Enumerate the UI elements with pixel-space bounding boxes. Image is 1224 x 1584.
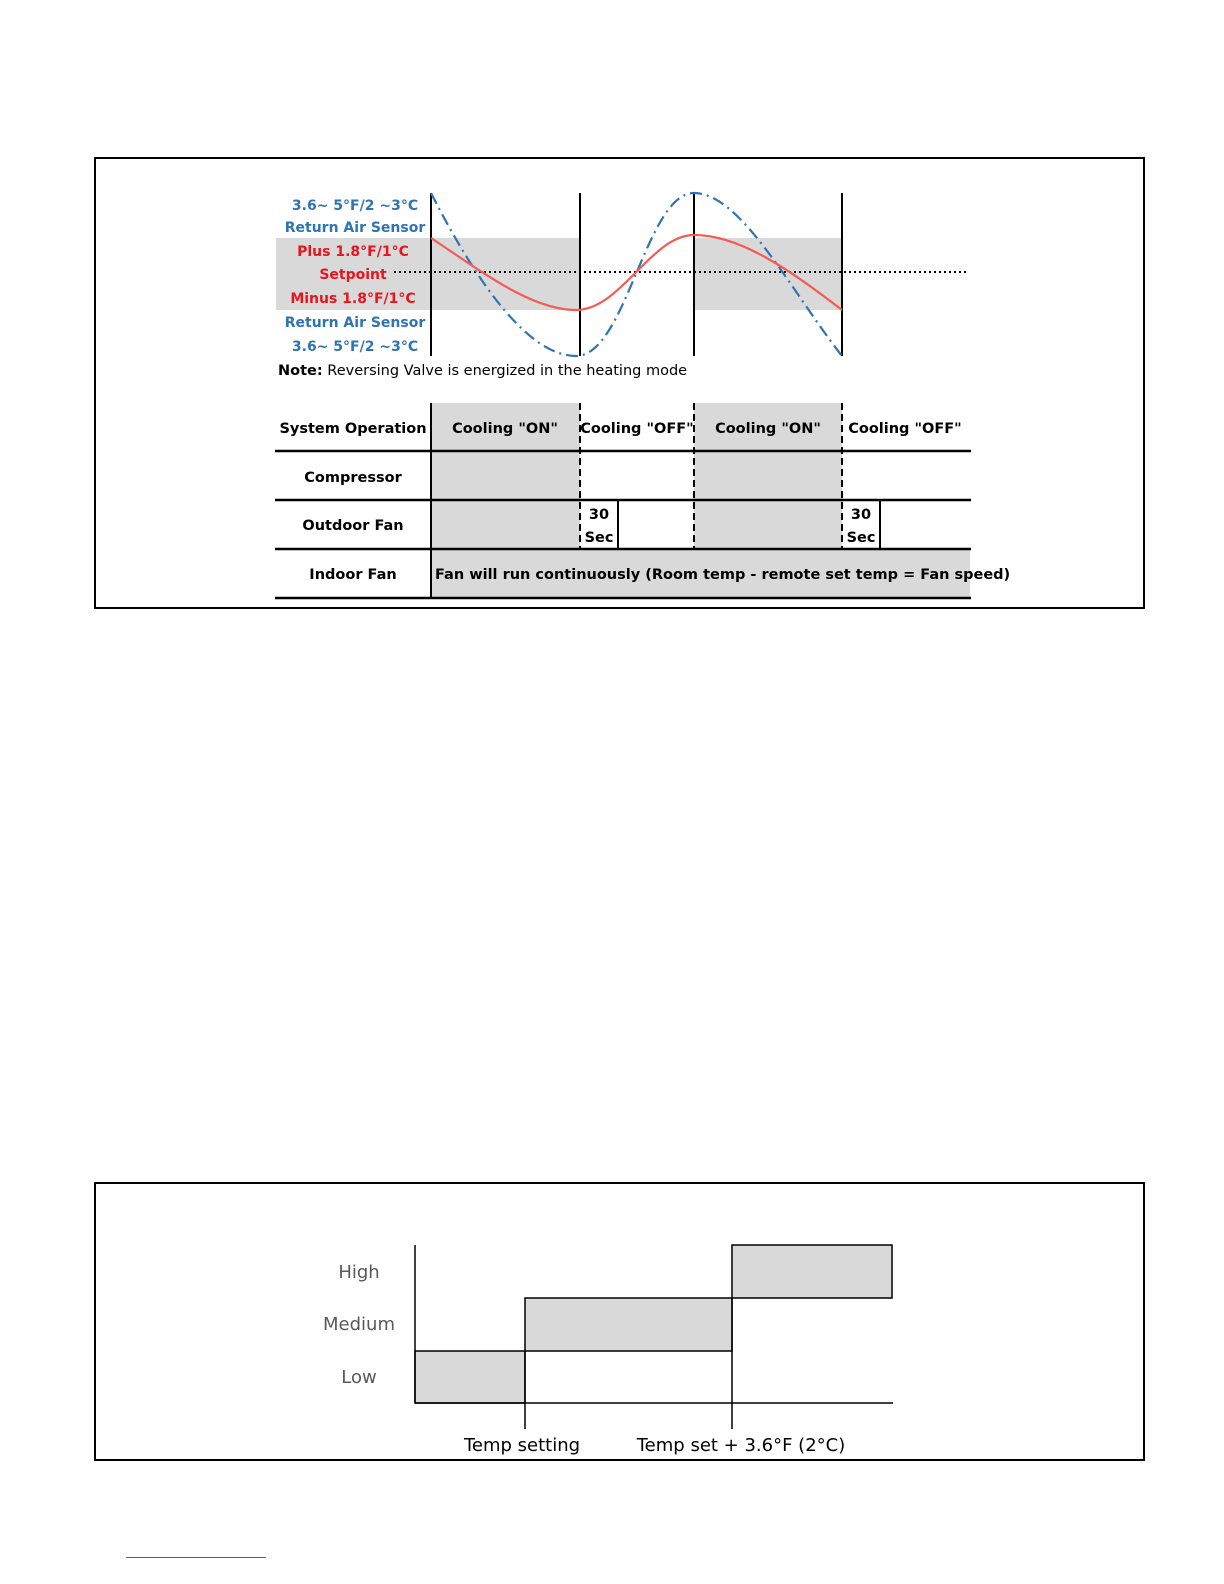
plus-label: Plus 1.8°F/1°C [297, 244, 409, 260]
row-indoor-fan: Indoor Fan [309, 567, 397, 583]
delay-2-unit: Sec [846, 530, 876, 546]
minus-label: Minus 1.8°F/1°C [290, 291, 416, 307]
tick-label-temp-set-plus: Temp set + 3.6°F (2°C) [636, 1435, 846, 1456]
phase-4-label: Cooling "OFF" [848, 421, 962, 437]
lower-range-label: 3.6~ 5°F/2 ~3°C [291, 339, 419, 355]
note-text: Reversing Valve is energized in the heating mode [327, 363, 688, 379]
row-outdoor-fan: Outdoor Fan [302, 518, 404, 534]
note-prefix: Note: [278, 363, 323, 379]
delay-2-value: 30 [850, 507, 872, 523]
fan-speed-chart [96, 1184, 1142, 1458]
fan-speed-chart-frame [94, 1182, 1145, 1461]
compressor-on-cell-2 [694, 452, 842, 499]
level-low-label: Low [341, 1367, 377, 1388]
outdoor-fan-on-cell-1 [432, 501, 580, 548]
low-speed-block [415, 1351, 525, 1403]
cooling-cycle-diagram-frame [94, 157, 1145, 609]
lower-sensor-label: Return Air Sensor [284, 315, 426, 331]
upper-sensor-label: Return Air Sensor [284, 220, 426, 236]
high-speed-block [732, 1245, 892, 1298]
tick-label-temp-setting: Temp setting [463, 1435, 581, 1456]
cooling-cycle-diagram [96, 159, 1142, 606]
footer-rule [126, 1557, 266, 1558]
medium-speed-block [525, 1298, 732, 1351]
outdoor-fan-on-cell-2 [694, 501, 842, 548]
level-high-label: High [338, 1262, 380, 1283]
delay-1-unit: Sec [584, 530, 614, 546]
note [278, 363, 687, 379]
indoor-fan-text: Fan will run continuously (Room temp - remote set temp = Fan speed) [435, 567, 1011, 583]
phase-2-label: Cooling "OFF" [580, 421, 694, 437]
phase-3-label: Cooling "ON" [715, 421, 821, 437]
phase-1-label: Cooling "ON" [452, 421, 558, 437]
deadband-shade-right [694, 238, 842, 310]
setpoint-label: Setpoint [319, 267, 387, 283]
row-system-operation: System Operation [279, 421, 427, 437]
upper-range-label: 3.6~ 5°F/2 ~3°C [291, 198, 419, 214]
delay-1-value: 30 [588, 507, 610, 523]
row-compressor: Compressor [304, 470, 402, 486]
level-medium-label: Medium [323, 1314, 395, 1335]
compressor-on-cell-1 [432, 452, 580, 499]
